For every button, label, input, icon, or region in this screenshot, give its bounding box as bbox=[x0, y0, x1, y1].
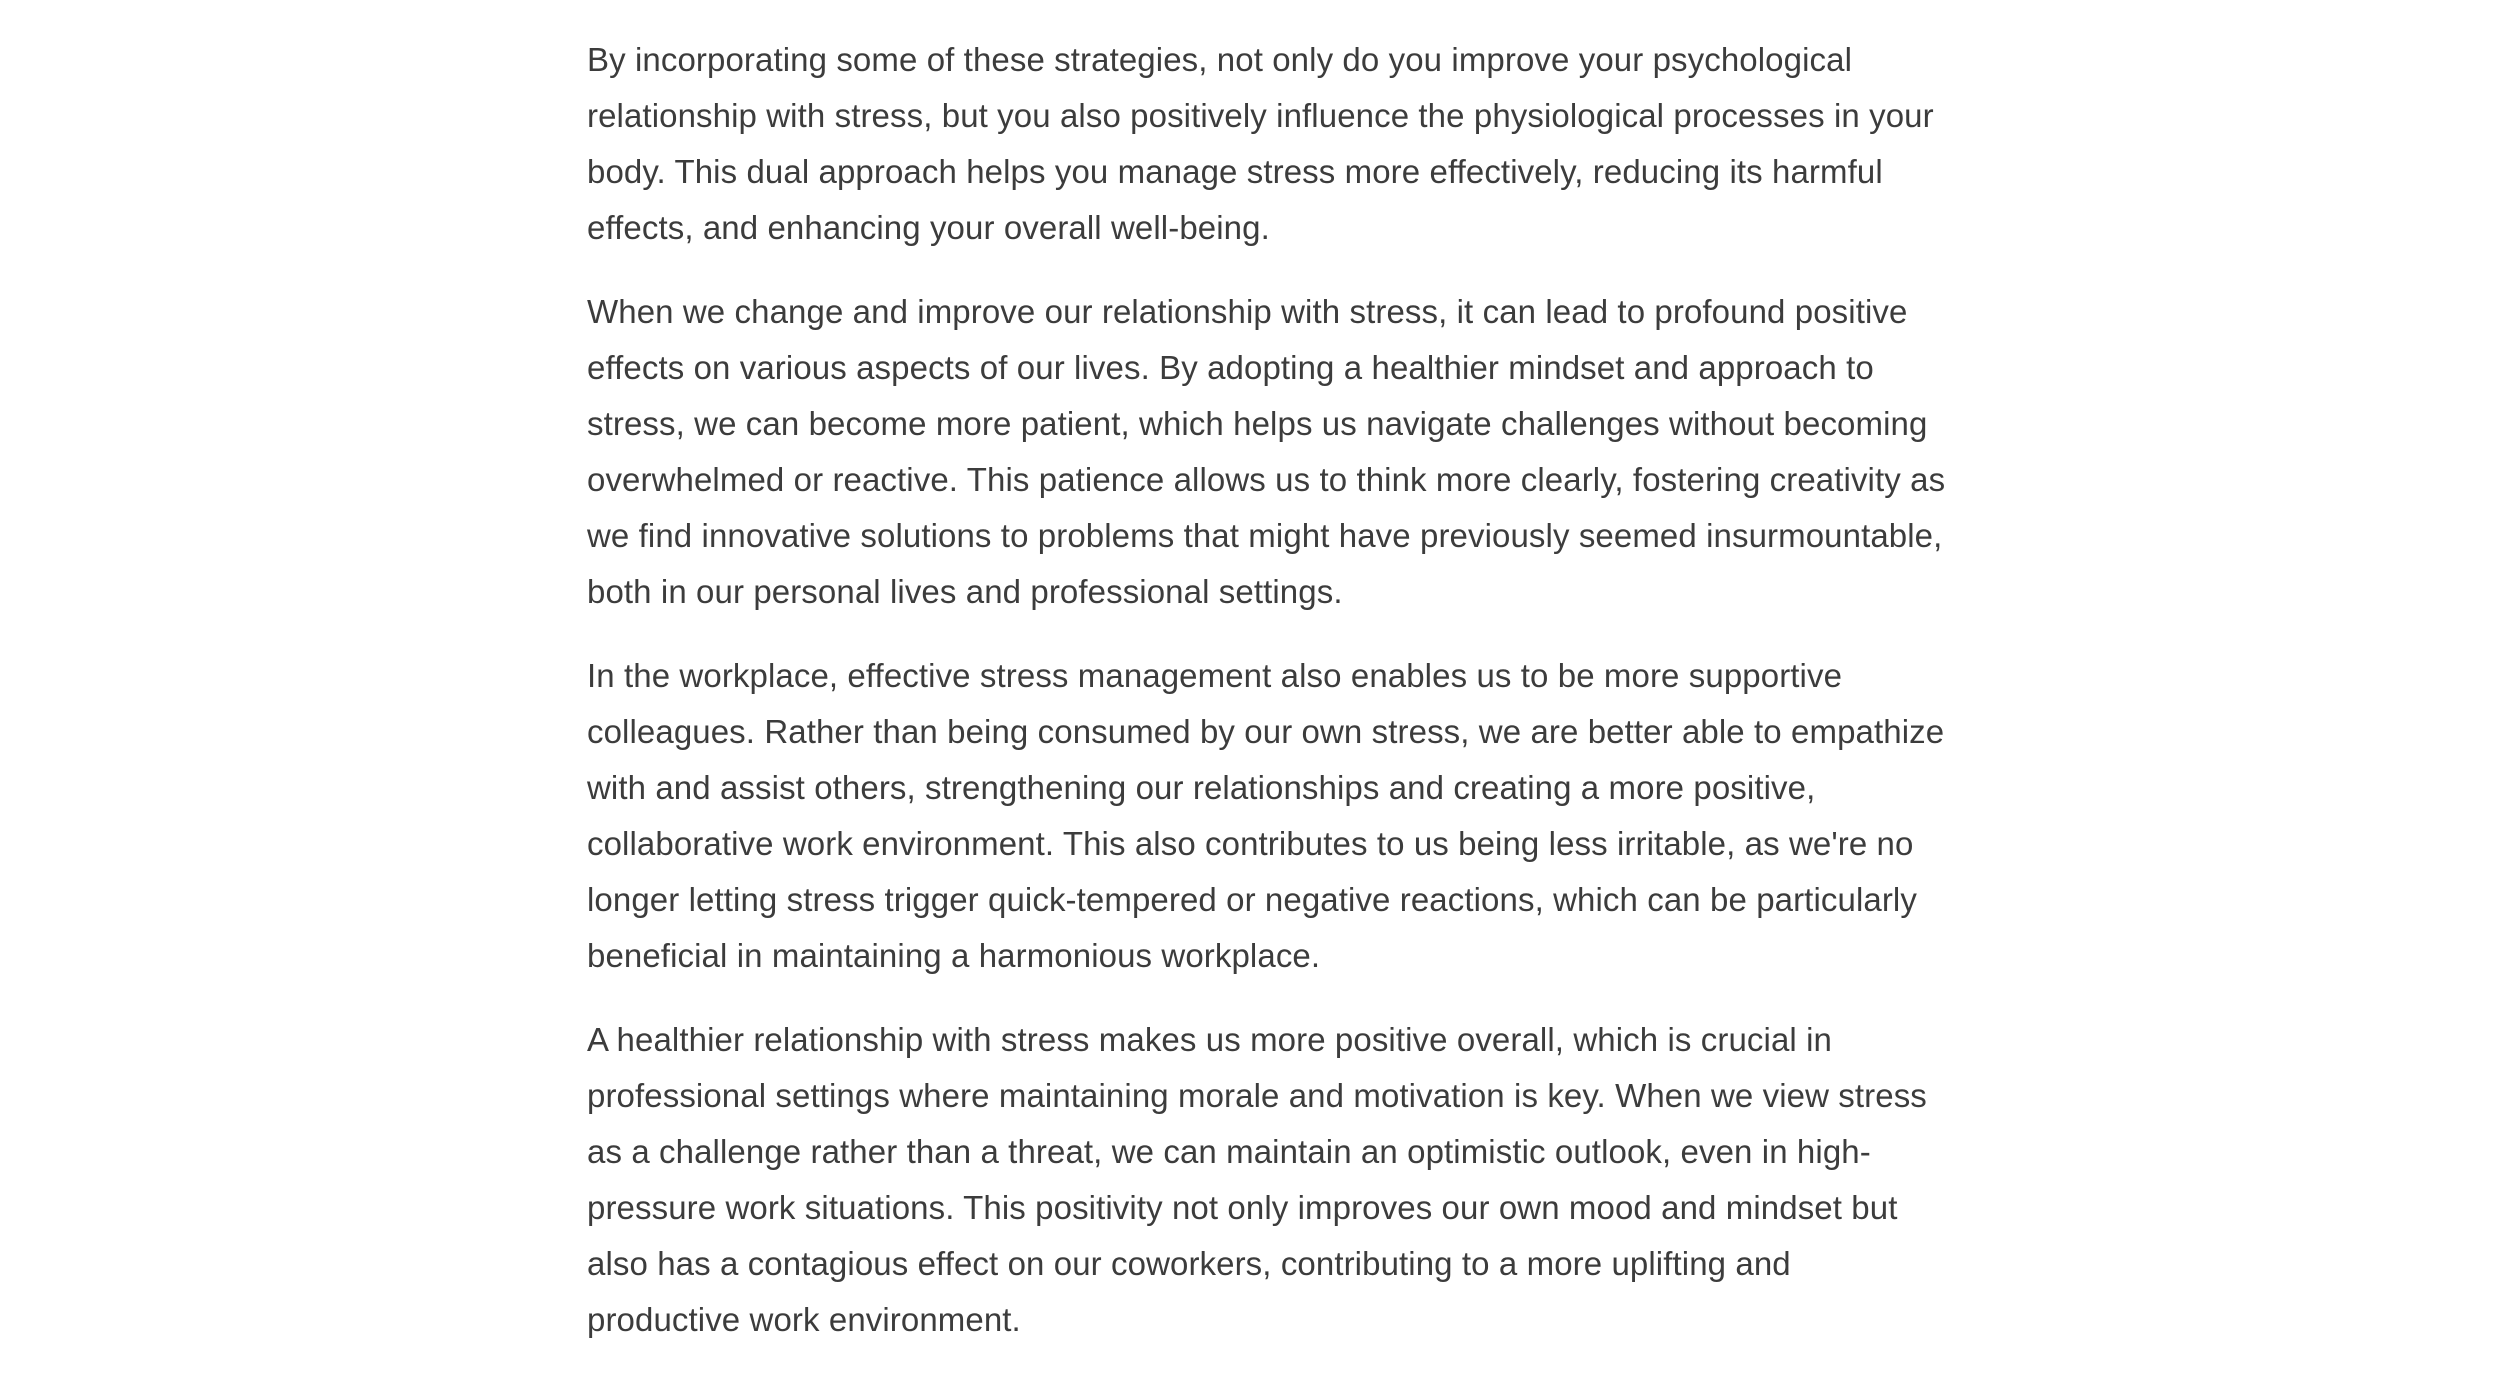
paragraph-relationship-with-stress: When we change and improve our relationship with stress, it can lead to profound positive effects on various aspects of our lives. By adopting a healthier mindset and approach to stress, we can become more patient, which helps us navigate challenges without becoming overwhelmed or reactive. This patience allows us to think more clearly, fostering creativity as we find innovative solutions to problems that might have previously seemed insurmountable, both in our personal lives and professional settings. bbox=[587, 293, 1946, 610]
paragraph-workplace-stress-management: In the workplace, effective stress management also enables us to be more supportive colleagues. Rather than being consumed by our own stress, we are better able to empathize with and assist others, strengthening our relationships and creating a more positive, collaborative work environment. This also contributes to us being less irritable, as we're no longer letting stress trigger quick-tempered or negative reactions, which can be particularly beneficial in maintaining a harmonious workplace. bbox=[587, 657, 1945, 974]
paragraph-positivity-at-work: A healthier relationship with stress makes us more positive overall, which is crucial in professional settings where maintaining morale and motivation is key. When we view stress as a challenge rather than a threat, we can maintain an optimistic outlook, even in high-pressure work situations. This positivity not only improves our own mood and mindset but also has a contagious effect on our coworkers, contributing to a more uplifting and productive work environment. bbox=[587, 1021, 1927, 1338]
paragraph-strategies-dual-approach: By incorporating some of these strategies, not only do you improve your psychological relationship with stress, but you also positively influence the physiological processes in your body. This dual approach helps you manage stress more effectively, reducing its harmful effects, and enhancing your overall well-being. bbox=[587, 41, 1934, 246]
article-body bbox=[587, 32, 1947, 1376]
